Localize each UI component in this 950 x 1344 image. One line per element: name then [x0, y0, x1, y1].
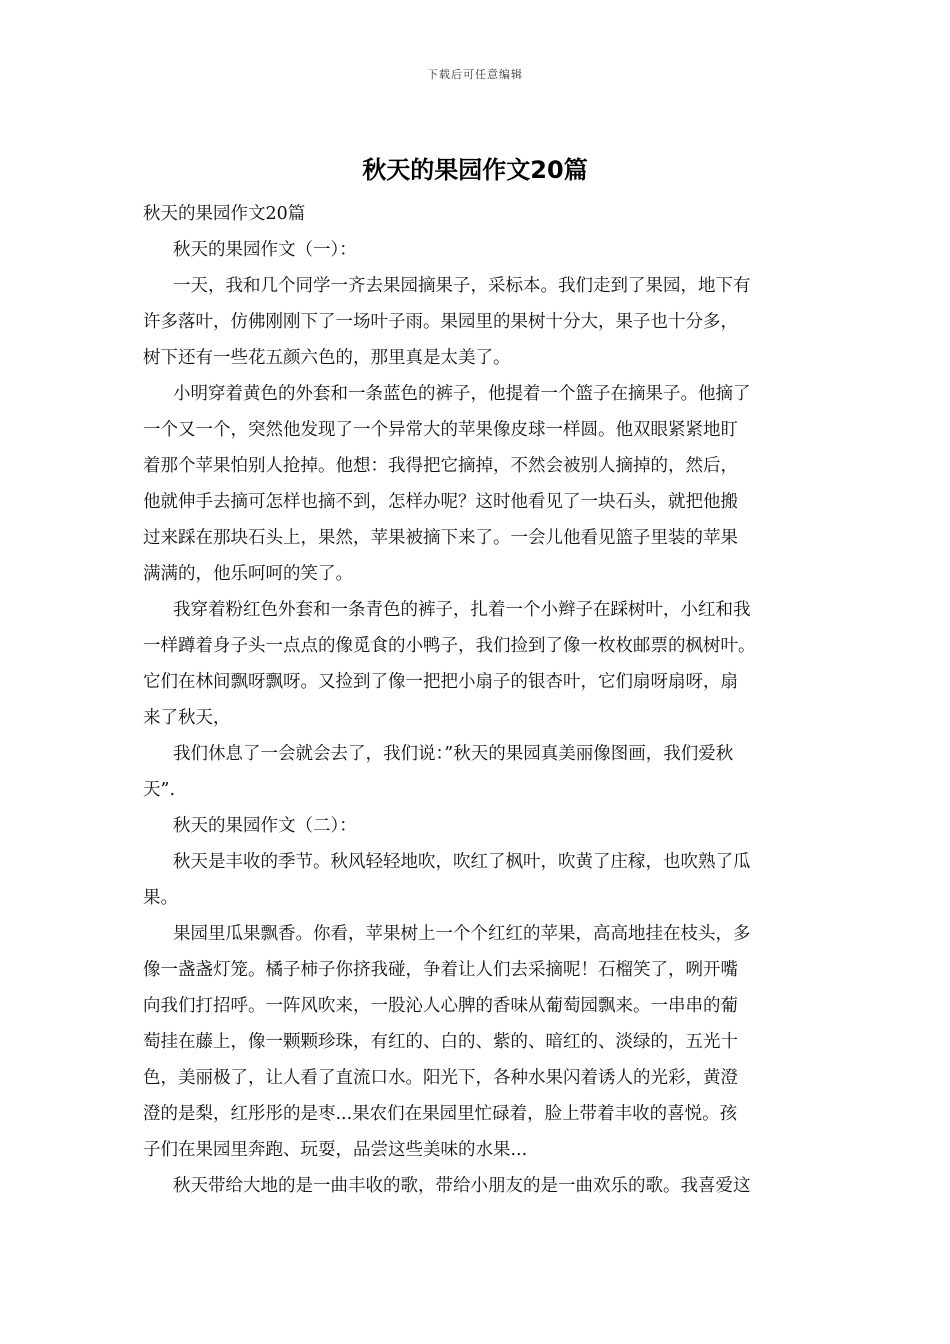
text-line: 秋天的果园作文（二）： — [173, 816, 357, 836]
text-line: 澄的是梨，红彤彤的是枣...果农们在果园里忙碌着，脸上带着丰收的喜悦。孩 — [143, 1104, 738, 1124]
text-line: 果。 — [143, 888, 178, 908]
text-line: 向我们打招呼。一阵风吹来，一股沁人心脾的香味从葡萄园飘来。一串串的葡 — [143, 996, 738, 1016]
document-body — [143, 196, 809, 1204]
text-line: 它们在林间飘呀飘呀。又捡到了像一把把小扇子的银杏叶，它们扇呀扇呀，扇 — [143, 672, 738, 692]
text-line: 来了秋天， — [143, 708, 231, 728]
text-line: 天”. — [143, 780, 176, 800]
text-line: 秋天的果园作文20篇 — [143, 204, 306, 224]
text-line: 我穿着粉红色外套和一条青色的裤子，扎着一个小辫子在踩树叶，小红和我 — [173, 600, 751, 620]
text-line: 一个又一个，突然他发现了一个异常大的苹果像皮球一样圆。他双眼紧紧地盯 — [143, 420, 738, 440]
text-line: 秋天的果园作文（一）： — [173, 240, 357, 260]
text-line: 萄挂在藤上，像一颗颗珍珠，有红的、白的、紫的、暗红的、淡绿的，五光十 — [143, 1032, 738, 1052]
text-line: 一样蹲着身子头一点点的像觅食的小鸭子，我们捡到了像一枚枚邮票的枫树叶。 — [143, 636, 756, 656]
text-line: 果园里瓜果飘香。你看，苹果树上一个个红红的苹果，高高地挂在枝头，多 — [173, 924, 751, 944]
document-title: 秋天的果园作文20篇 — [362, 156, 588, 184]
text-line: 我们休息了一会就会去了，我们说：”秋天的果园真美丽像图画，我们爱秋 — [173, 744, 734, 764]
text-line: 子们在果园里奔跑、玩耍，品尝这些美味的水果... — [143, 1140, 528, 1160]
text-line: 秋天是丰收的季节。秋风轻轻地吹，吹红了枫叶，吹黄了庄稼，也吹熟了瓜 — [173, 852, 751, 872]
text-line: 秋天带给大地的是一曲丰收的歌，带给小朋友的是一曲欢乐的歌。我喜爱这 — [173, 1176, 751, 1196]
header-note: 下载后可任意编辑 — [427, 68, 523, 81]
text-line: 满满的，他乐呵呵的笑了。 — [143, 564, 353, 584]
text-line: 小明穿着黄色的外套和一条蓝色的裤子，他提着一个篮子在摘果子。他摘了 — [173, 384, 751, 404]
text-line: 着那个苹果怕别人抢掉。他想：我得把它摘掉，不然会被别人摘掉的，然后， — [143, 456, 738, 476]
text-line: 许多落叶，仿佛刚刚下了一场叶子雨。果园里的果树十分大，果子也十分多， — [143, 312, 738, 332]
text-line: 像一盏盏灯笼。橘子柿子你挤我碰，争着让人们去采摘呢！石榴笑了，咧开嘴 — [143, 960, 738, 980]
text-line: 树下还有一些花五颜六色的，那里真是太美了。 — [143, 348, 511, 368]
text-line: 色，美丽极了，让人看了直流口水。阳光下，各种水果闪着诱人的光彩，黄澄 — [143, 1068, 738, 1088]
text-line: 他就伸手去摘可怎样也摘不到，怎样办呢？这时他看见了一块石头，就把他搬 — [143, 492, 738, 512]
text-line: 过来踩在那块石头上，果然，苹果被摘下来了。一会儿他看见篮子里装的苹果 — [143, 528, 738, 548]
text-line: 一天，我和几个同学一齐去果园摘果子，采标本。我们走到了果园，地下有 — [173, 276, 751, 296]
